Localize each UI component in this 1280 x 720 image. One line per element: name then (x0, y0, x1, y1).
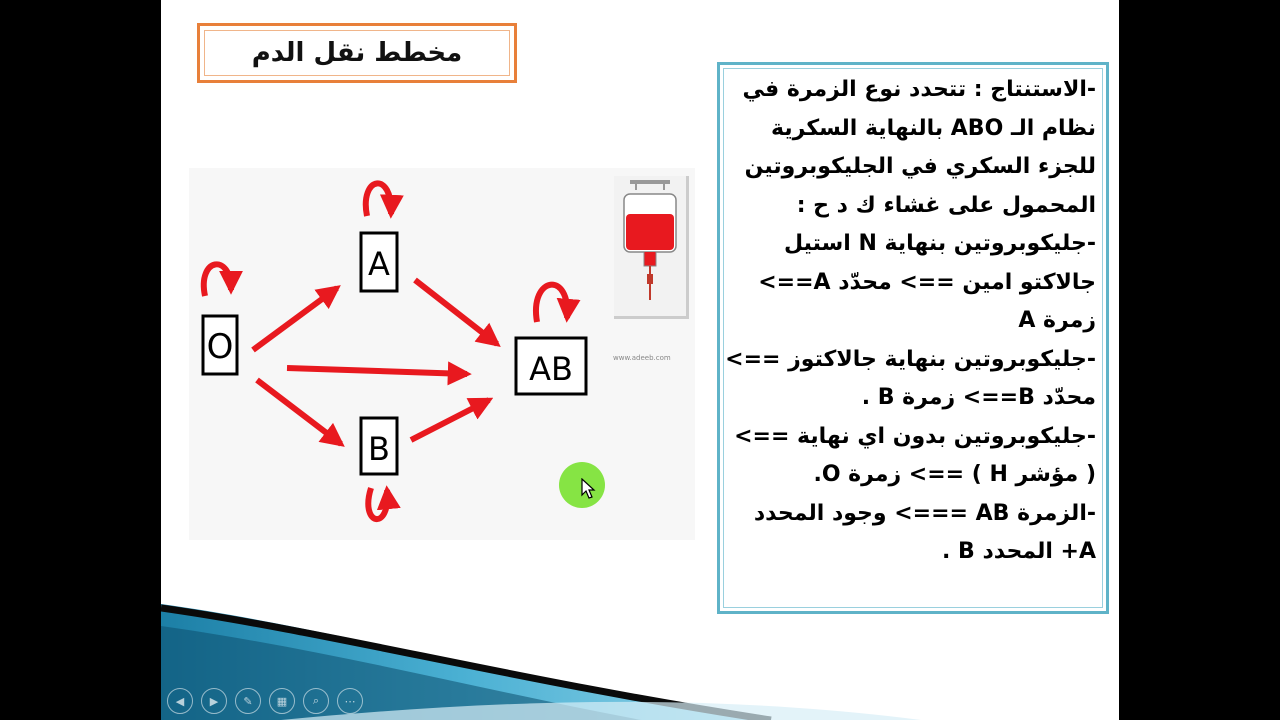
conclusion-line: جالاكتو امين ==> محدّد A==> (758, 269, 1096, 295)
node-b-label: B (368, 430, 390, 468)
conclusion-line: للجزء السكري في الجليكوبروتين (744, 154, 1096, 179)
node-a-label: A (368, 245, 390, 283)
blood-bag-image (614, 176, 689, 319)
zoom-button[interactable] (303, 688, 329, 714)
node-ab (516, 338, 586, 394)
conclusion-line: ( مؤشر H ) ==> زمرة O. (813, 462, 1096, 487)
conclusion-text (725, 71, 1096, 572)
self-loop-o-icon (204, 264, 231, 296)
node-o-label: O (206, 327, 234, 367)
see-all-slides-button[interactable] (269, 688, 295, 714)
conclusion-line: -جليكوبروتين بنهاية N استيل (784, 231, 1096, 256)
arrow-o-to-ab (287, 368, 467, 374)
zoom-icon: ⌕ (312, 694, 320, 707)
self-loop-b-icon (368, 488, 387, 519)
conclusion-line: محدّد B==> زمرة B . (861, 385, 1096, 410)
next-icon: ▶ (209, 694, 219, 708)
previous-icon: ◀ (175, 694, 185, 708)
pen-icon: ✎ (243, 694, 253, 708)
next-slide-button[interactable] (201, 688, 227, 714)
previous-slide-button[interactable] (167, 688, 193, 714)
conclusion-line: نظام الـ ABO بالنهاية السكرية (771, 115, 1096, 141)
node-b (361, 418, 397, 474)
menu-icon: ⋯ (344, 694, 356, 708)
more-options-button[interactable] (337, 688, 363, 714)
self-loop-a-icon (366, 183, 391, 216)
conclusion-line: -الزمرة AB ===> وجود المحدد (753, 500, 1096, 526)
arrow-o-to-b (257, 380, 341, 444)
pen-tool-button[interactable] (235, 688, 261, 714)
arrow-a-to-ab (415, 280, 497, 344)
conclusion-line: المحمول على غشاء ك د ح : (796, 192, 1096, 218)
image-watermark: www.adeeb.com (613, 354, 671, 362)
conclusion-line: -جليكوبروتين بنهاية جالاكتوز ==> (725, 346, 1096, 372)
conclusion-textbox (717, 62, 1109, 614)
slide (161, 0, 1119, 720)
self-loop-ab-icon (536, 285, 567, 322)
arrow-o-to-a (253, 288, 337, 350)
mouse-pointer-icon (581, 478, 597, 500)
slide-title: مخطط نقل الدم (251, 38, 463, 68)
conclusion-line: A+ المحدد B . (942, 539, 1096, 564)
node-o (203, 316, 237, 374)
arrow-b-to-ab (411, 400, 489, 440)
conclusion-line: -جليكوبروتين بدون اي نهاية ==> (734, 423, 1096, 449)
conclusion-line: زمرة A (1018, 308, 1096, 333)
node-a (361, 233, 397, 291)
conclusion-line: -الاستنتاج : تتحدد نوع الزمرة في (742, 77, 1096, 102)
slides-icon: ▦ (276, 694, 288, 708)
node-ab-label: AB (529, 350, 573, 388)
blood-bag-icon (614, 176, 686, 316)
